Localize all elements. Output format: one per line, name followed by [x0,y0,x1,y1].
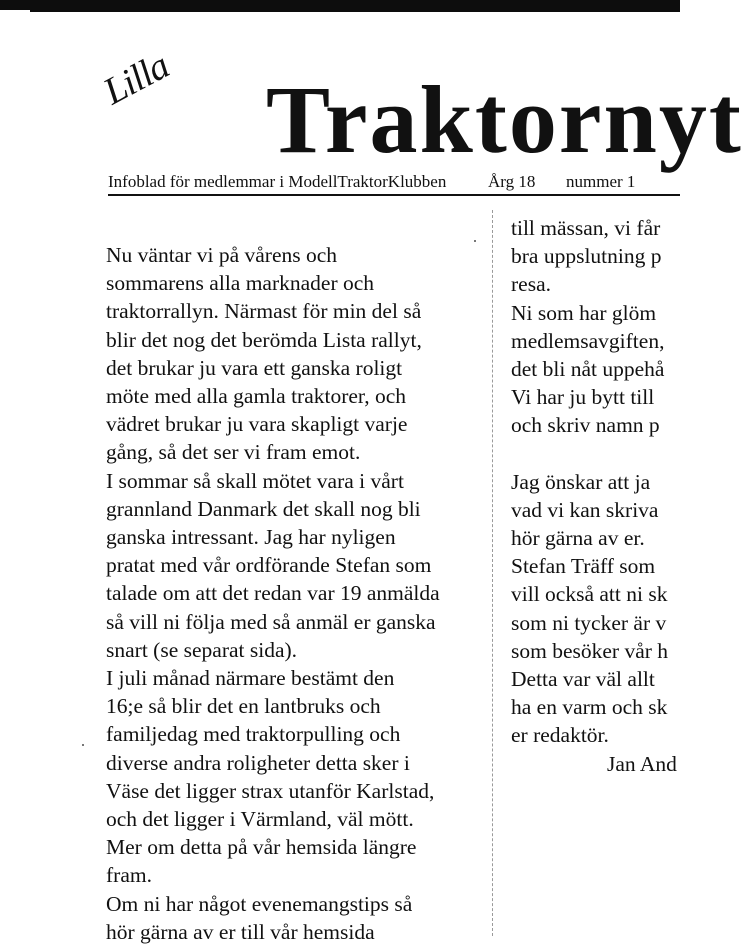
text-line: Om ni har något evenemangstips så [106,891,413,916]
header-rule [108,194,680,196]
signature: Jan And [607,751,677,776]
text-line: Jag önskar att ja [511,469,651,494]
text-line: till mässan, vi får [511,216,661,240]
text-line: ganska intressant. Jag har nyligen [106,525,396,550]
scan-speck [474,240,476,242]
text-line: som besöker vår h [511,638,669,663]
info-line: Infoblad för medlemmar i ModellTraktorKlubben [108,172,447,191]
text-line: I sommar så skall mötet vara i vårt [106,468,404,493]
text-line: möte med alla gamla traktorer, och [106,384,407,409]
text-line: vädret brukar ju vara skapligt varje [106,412,408,437]
text-line: hör gärna av er. [511,526,645,551]
text-line: hör gärna av er till vår hemsida [106,919,375,944]
masthead-title: Traktornyt [266,66,743,173]
text-line: det bli nåt uppehå [511,357,665,382]
text-line: Nu väntar vi på vårens och [106,243,338,267]
volume-label: Årg 18 [488,172,536,191]
text-line: resa. [511,272,551,297]
text-line: vill också att ni sk [511,582,668,607]
text-line: traktorrallyn. Närmast för min del så [106,299,422,324]
text-line: Detta var väl allt [511,667,655,692]
text-line: bra uppslutning p [511,244,662,269]
text-line: och det ligger i Värmland, väl mött. [106,807,414,832]
text-line: Mer om detta på vår hemsida längre [106,835,417,860]
text-line: blir det nog det berömda Lista rallyt, [106,327,422,352]
scan-speck [82,744,84,746]
text-line: ha en varm och sk [511,695,668,720]
article-column-left [106,241,486,946]
text-line: familjedag med traktorpulling och [106,722,401,747]
text-line: grannland Danmark det skall nog bli [106,496,421,521]
text-line: fram. [106,863,152,888]
text-line: det brukar ju vara ett ganska roligt [106,355,403,380]
column-divider [492,210,493,936]
text-line: Ni som har glöm [511,300,657,325]
text-line [511,440,711,468]
text-line: medlemsavgiften, [511,328,665,353]
issue-label: nummer 1 [566,172,636,191]
text-line: er redaktör. [511,723,609,748]
text-line: och skriv namn p [511,413,660,438]
text-line: Vi har ju bytt till [511,385,655,410]
text-line: så vill ni följa med så anmäl er ganska [106,609,436,634]
top-scan-border-edge [30,9,680,12]
text-line: talade om att det redan var 19 anmälda [106,581,440,606]
text-line: gång, så det ser vi fram emot. [106,440,361,465]
article-column-right [511,214,711,778]
text-line: 16;e så blir det en lantbruks och [106,694,381,719]
text-line: I juli månad närmare bestämt den [106,666,395,691]
text-line: Stefan Träff som [511,554,656,579]
text-line: diverse andra roligheter detta sker i [106,750,410,775]
masthead-lilla: Lilla [96,44,176,114]
text-line: sommarens alla marknader och [106,271,375,296]
text-line: snart (se separat sida). [106,637,298,662]
text-line: som ni tycker är v [511,610,667,635]
text-line: Väse det ligger strax utanför Karlstad, [106,778,435,803]
text-line: pratat med vår ordförande Stefan som [106,553,432,578]
text-line: vad vi kan skriva [511,497,659,522]
